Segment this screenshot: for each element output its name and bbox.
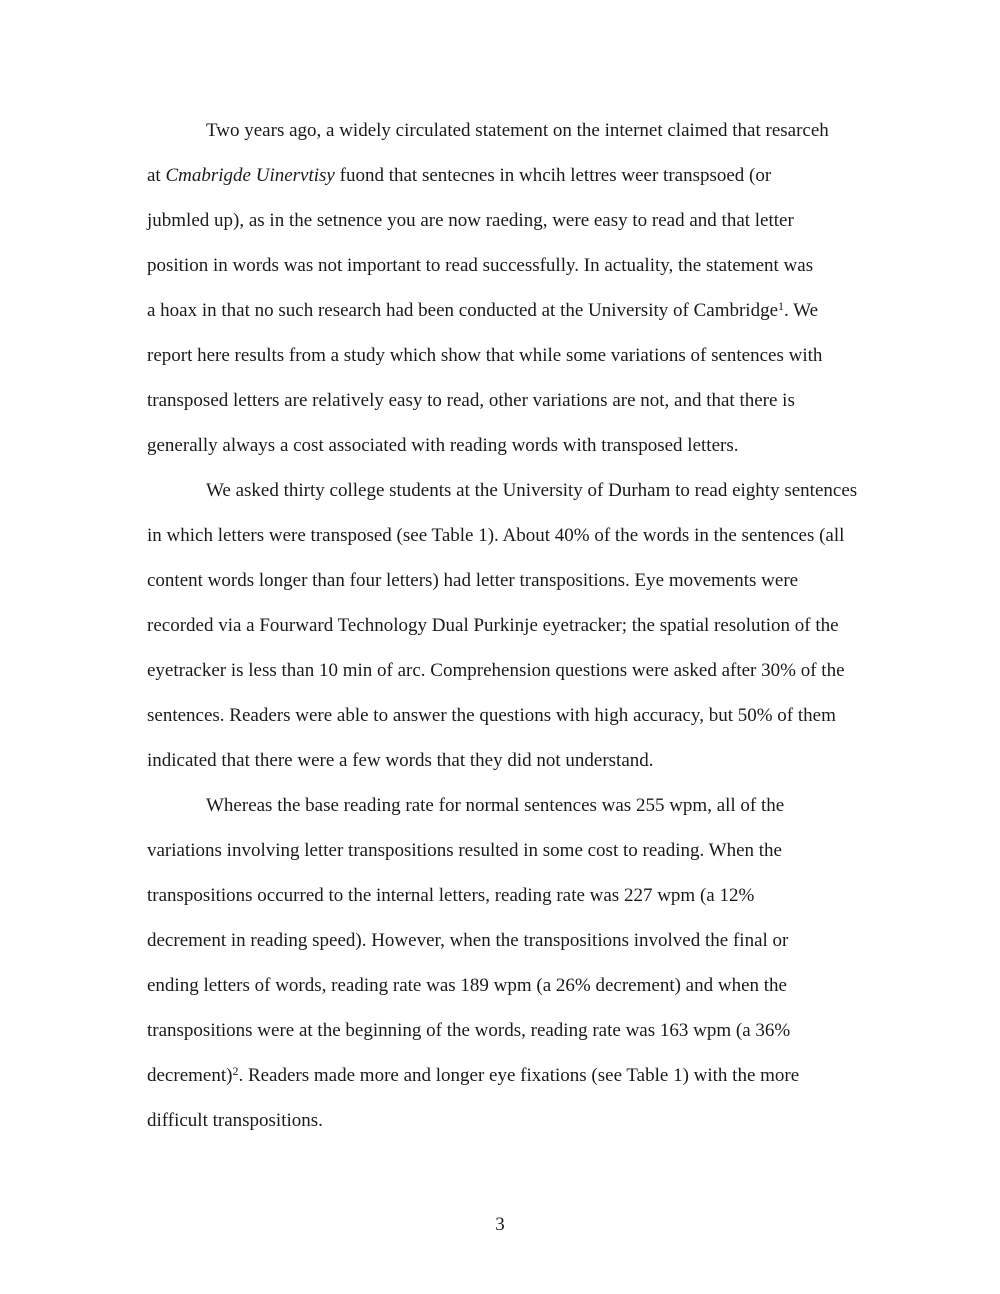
italic-text: Cmabrigde Uinervtisy (165, 165, 335, 186)
text-line (88, 243, 892, 288)
text-line (88, 828, 892, 873)
text-run: eyetracker is less than 10 min of arc. Comprehension questions were asked after 30% of the (147, 660, 845, 681)
text-run: decrement in reading speed). However, when the transpositions involved the final or (147, 930, 789, 951)
text-line (88, 1053, 892, 1098)
text-run: sentences. Readers were able to answer the questions with high accuracy, but 50% of them (147, 705, 836, 726)
text-line (88, 378, 892, 423)
text-line (88, 918, 892, 963)
text-line (147, 783, 892, 828)
text-run: report here results from a study which show that while some variations of sentences with (147, 345, 823, 366)
text-line (88, 288, 892, 333)
footnote-marker: 1 (778, 298, 785, 313)
text-run: Two years ago, a widely circulated statement on the internet claimed that resarceh (206, 120, 829, 141)
text-run: indicated that there were a few words that they did not understand. (147, 750, 654, 771)
text-line (88, 198, 892, 243)
text-run: jubmled up), as in the setnence you are now raeding, were easy to read and that letter (147, 210, 794, 231)
text-line (88, 738, 892, 783)
text-line (88, 693, 892, 738)
text-run: . Readers made more and longer eye fixations (see Table 1) with the more (238, 1065, 800, 1086)
footnote-marker: 2 (232, 1063, 239, 1078)
text-run: position in words was not important to read successfully. In actuality, the statement was (147, 255, 814, 276)
text-line (88, 333, 892, 378)
text-run: at (147, 165, 166, 186)
page-number: 3 (495, 1214, 505, 1235)
text-run: ending letters of words, reading rate was 189 wpm (a 26% decrement) and when the (147, 975, 787, 996)
text-line (88, 153, 892, 198)
text-line (88, 963, 892, 1008)
text-line (147, 468, 892, 513)
text-run: transpositions were at the beginning of the words, reading rate was 163 wpm (a 36% (147, 1020, 791, 1041)
text-run: transpositions occurred to the internal letters, reading rate was 227 wpm (a 12% (147, 885, 755, 906)
text-line (88, 603, 892, 648)
text-run: content words longer than four letters) had letter transpositions. Eye movements were (147, 570, 799, 591)
text-line (88, 513, 892, 558)
text-run: in which letters were transposed (see Table 1). About 40% of the words in the sentences (all (147, 525, 845, 546)
text-line (147, 108, 892, 153)
text-line (88, 423, 892, 468)
text-run: a hoax in that no such research had been conducted at the University of Cambridge (147, 300, 779, 321)
text-run: generally always a cost associated with reading words with transposed letters. (147, 435, 739, 456)
text-line (88, 1008, 892, 1053)
text-line (88, 1098, 892, 1143)
text-run: transposed letters are relatively easy to read, other variations are not, and that there is (147, 390, 795, 411)
paragraph-1 (147, 108, 892, 468)
paragraph-3 (147, 783, 892, 1143)
text-line (88, 648, 892, 693)
text-line (88, 558, 892, 603)
text-line (88, 873, 892, 918)
paragraph-2 (147, 468, 892, 783)
text-run: decrement) (147, 1065, 233, 1086)
text-run: variations involving letter transpositions resulted in some cost to reading. When the (147, 840, 782, 861)
text-run: fuond that sentecnes in whcih lettres weer transpsoed (or (334, 165, 772, 186)
text-run: difficult transpositions. (147, 1110, 323, 1131)
text-run: recorded via a Fourward Technology Dual Purkinje eyetracker; the spatial resolution of the (147, 615, 839, 636)
body-text (147, 108, 892, 1143)
text-run: . We (784, 300, 819, 321)
text-run: Whereas the base reading rate for normal sentences was 255 wpm, all of the (206, 795, 785, 816)
text-run: We asked thirty college students at the University of Durham to read eighty sentences (206, 480, 858, 501)
